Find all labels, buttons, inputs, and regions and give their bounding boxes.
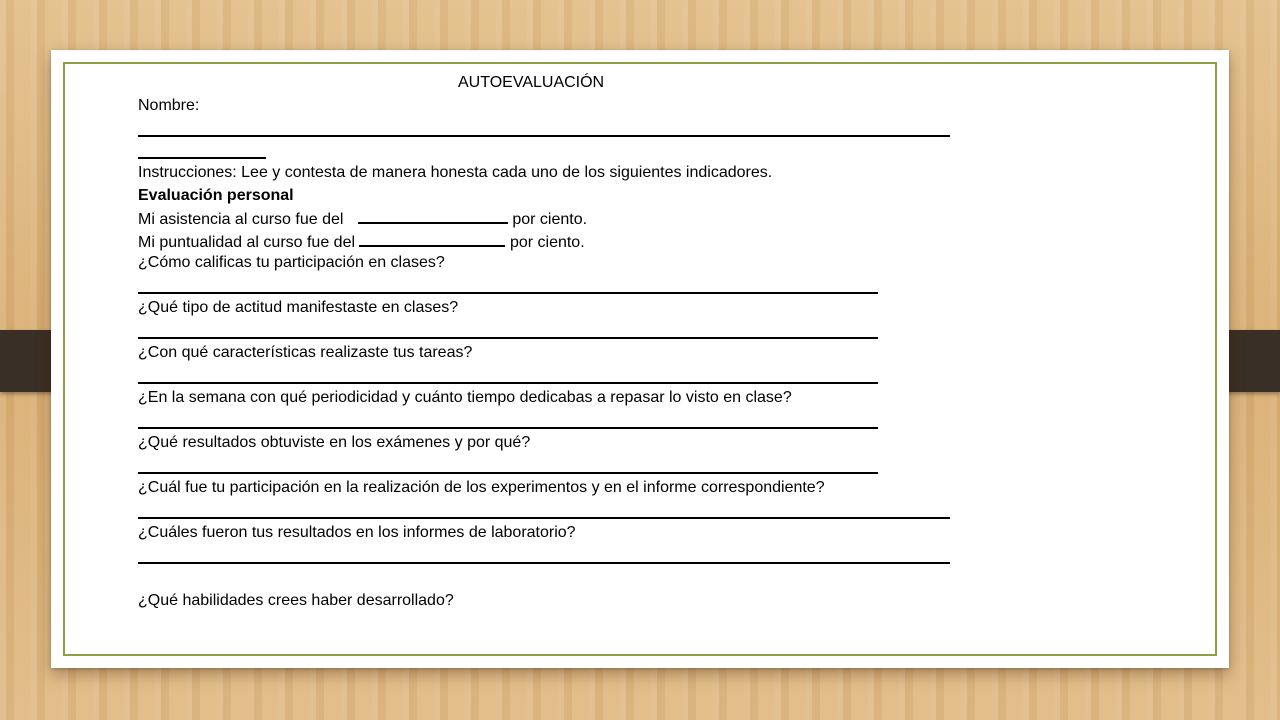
answer-line-attitude[interactable]: [138, 320, 958, 343]
question-participation: ¿Cómo calificas tu participación en clases?: [138, 254, 445, 271]
attendance-prefix: Mi asistencia al curso fue del: [138, 211, 344, 228]
answer-line-exam-results[interactable]: [138, 455, 958, 478]
form-title: AUTOEVALUACIÓN: [458, 74, 605, 91]
question-lab-reports: ¿Cuáles fueron tus resultados en los informes de laboratorio?: [138, 524, 576, 541]
punctuality-blank[interactable]: [359, 230, 505, 247]
attendance-blank[interactable]: [358, 207, 508, 224]
answer-line-participation[interactable]: [138, 275, 958, 298]
question-homework: ¿Con qué características realizaste tus tareas?: [138, 344, 473, 361]
answer-line-experiments[interactable]: [138, 500, 958, 523]
attendance-suffix: por ciento.: [512, 211, 588, 228]
question-experiments: ¿Cuál fue tu participación en la realización de los experimentos y en el informe correspondiente?: [138, 479, 825, 496]
punctuality-suffix: por ciento.: [509, 233, 585, 251]
answer-line-lab-reports[interactable]: [138, 545, 958, 568]
self-evaluation-form: [138, 72, 958, 612]
question-skills: ¿Qué habilidades crees haber desarrollado?: [138, 591, 454, 609]
punctuality-prefix: Mi puntualidad al curso fue del: [138, 233, 356, 251]
question-review-time: ¿En la semana con qué periodicidad y cuánto tiempo dedicabas a repasar lo visto en clase?: [138, 389, 792, 406]
section-heading: Evaluación personal: [138, 186, 294, 204]
answer-line-homework[interactable]: [138, 365, 958, 388]
punctuality-row: [138, 230, 958, 253]
question-exam-results: ¿Qué resultados obtuviste en los exámenes y por qué?: [138, 434, 531, 451]
name-answer-line-continued[interactable]: [138, 140, 958, 163]
answer-line-review-time[interactable]: [138, 410, 958, 433]
name-label: Nombre:: [138, 96, 200, 114]
name-answer-line[interactable]: [138, 117, 958, 140]
instructions-text: Instrucciones: Lee y contesta de manera honesta cada uno de los siguientes indicadores.: [138, 164, 773, 181]
attendance-row: [138, 207, 958, 230]
question-attitude: ¿Qué tipo de actitud manifestaste en clases?: [138, 299, 459, 316]
spacer: [138, 567, 958, 590]
